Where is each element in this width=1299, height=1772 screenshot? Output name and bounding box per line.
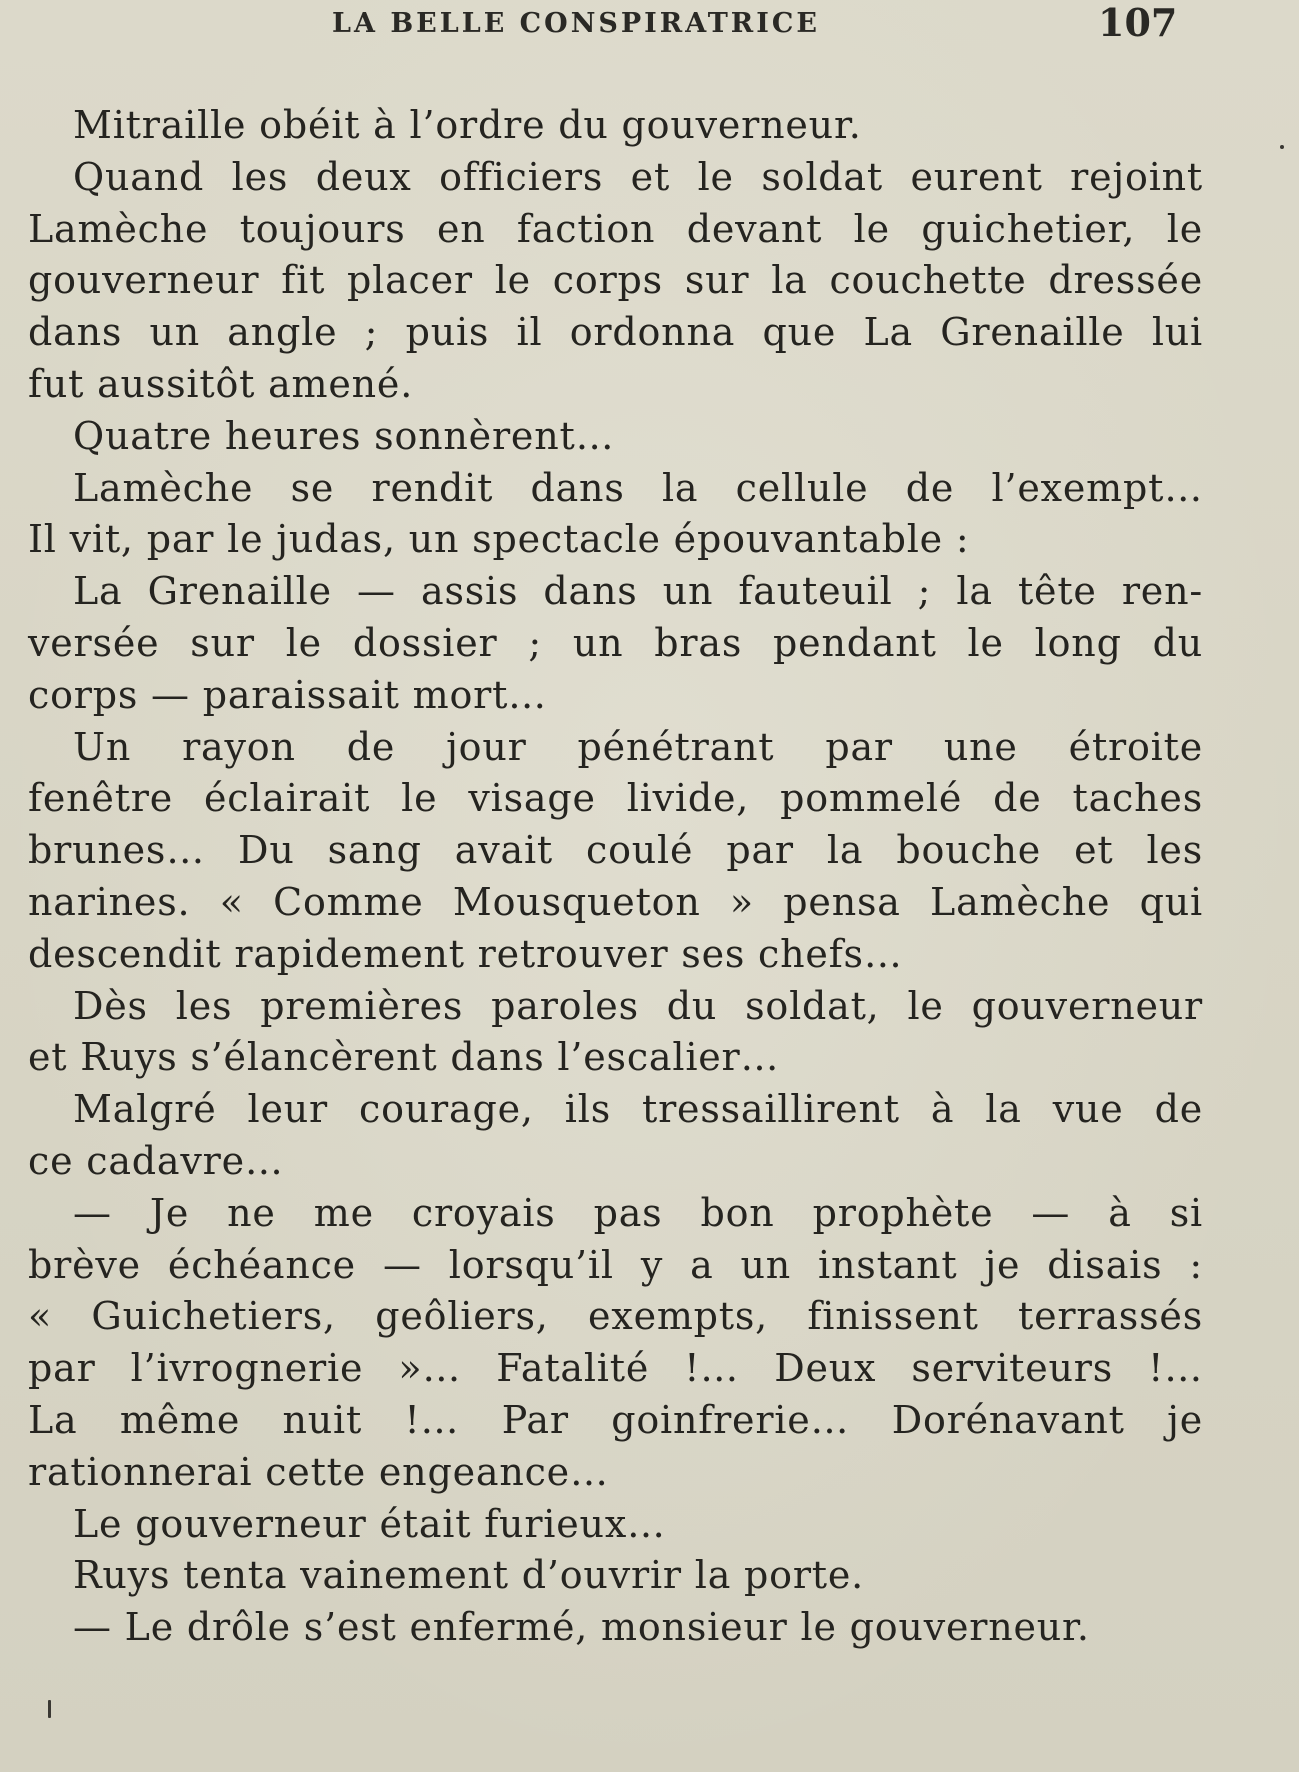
text-line: brunes… Du sang avait coulé par la bouche et les: [28, 828, 1203, 873]
text-line: fut aussitôt amené.: [28, 361, 414, 406]
text-line: Lamèche toujours en faction devant le guichetier, le: [28, 206, 1203, 251]
text-line: et Ruys s’élancèrent dans l’escalier…: [28, 1035, 780, 1080]
text-line: La même nuit !… Par goinfrerie… Dorénavant je: [28, 1397, 1203, 1442]
text-line: Un rayon de jour pénétrant par une étroite: [73, 724, 1203, 769]
text-line: Malgré leur courage, ils tressaillirent à la vue de: [73, 1087, 1203, 1132]
text-line: descendit rapidement retrouver ses chefs…: [28, 931, 903, 976]
text-line: Mitraille obéit à l’ordre du gouverneur.: [73, 103, 862, 147]
text-line: Ruys tenta vainement d’ouvrir la porte.: [73, 1553, 865, 1598]
text-line: rationnerai cette engeance…: [28, 1449, 609, 1494]
text-line: Quatre heures sonnèrent…: [73, 413, 615, 458]
text-line: fenêtre éclairait le visage livide, pommelé de taches: [28, 776, 1203, 821]
text-line: narines. « Comme Mousqueton » pensa Lamèche qui: [28, 879, 1203, 924]
text-line: Il vit, par le judas, un spectacle épouvantable :: [28, 517, 970, 562]
text-line: — Le drôle s’est enfermé, monsieur le gouverneur.: [73, 1605, 1090, 1650]
running-head: [0, 0, 1299, 50]
text-line: — Je ne me croyais pas bon prophète — à si: [73, 1190, 1203, 1235]
text-line: Quand les deux officiers et le soldat eurent rejoint: [73, 154, 1203, 199]
text-line: dans un angle ; puis il ordonna que La Grenaille lui: [28, 310, 1203, 355]
paper-speck: [1280, 145, 1284, 149]
text-line: Lamèche se rendit dans la cellule de l’exempt…: [73, 465, 1203, 510]
text-line: Le gouverneur était furieux…: [73, 1501, 666, 1546]
page-number: 107: [1098, 0, 1178, 45]
text-line: ce cadavre…: [28, 1138, 284, 1183]
text-line: par l’ivrognerie »… Fatalité !… Deux serviteurs !…: [28, 1346, 1203, 1391]
text-line: corps — paraissait mort…: [28, 672, 547, 717]
text-line: « Guichetiers, geôliers, exempts, finissent terrassés: [28, 1294, 1203, 1339]
text-line: gouverneur fit placer le corps sur la couchette dressée: [28, 258, 1203, 303]
paper-mark: [48, 1700, 51, 1718]
text-line: La Grenaille — assis dans un fauteuil ; la tête ren-: [73, 569, 1203, 614]
text-line: brève échéance — lorsqu’il y a un instant je disais :: [28, 1242, 1203, 1287]
text-line: Dès les premières paroles du soldat, le gouverneur: [73, 983, 1203, 1028]
running-head-title: LA BELLE CONSPIRATRICE: [332, 8, 820, 39]
body-text: [28, 100, 1203, 1654]
text-line: versée sur le dossier ; un bras pendant le long du: [28, 620, 1203, 665]
